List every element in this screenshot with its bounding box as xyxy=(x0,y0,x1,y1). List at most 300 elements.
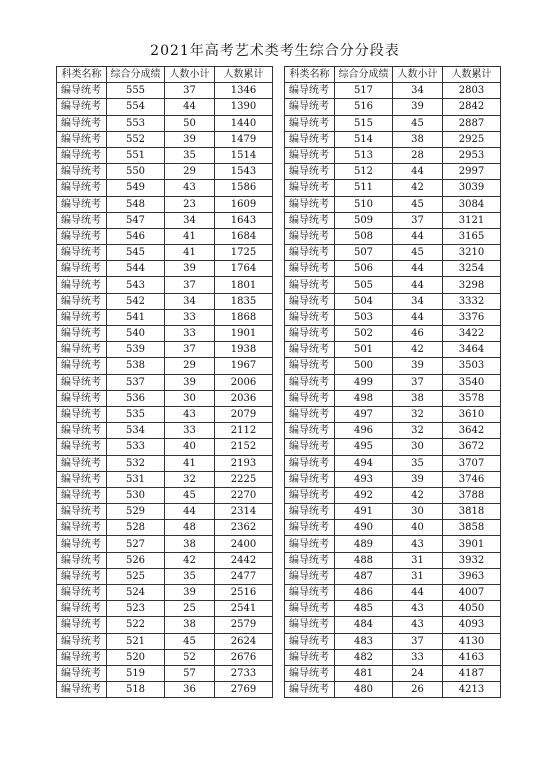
cell-score: 523 xyxy=(107,601,165,617)
header-category: 科类名称 xyxy=(285,67,335,83)
cell-score: 529 xyxy=(107,504,165,520)
cell-category: 编导统考 xyxy=(57,504,107,520)
table-row xyxy=(285,649,501,665)
cell-cumulative: 1901 xyxy=(215,326,273,342)
cell-cumulative: 3503 xyxy=(443,358,501,374)
cell-score: 516 xyxy=(335,99,393,115)
cell-cumulative: 4130 xyxy=(443,633,501,649)
cell-cumulative: 2516 xyxy=(215,585,273,601)
cell-count: 38 xyxy=(165,536,215,552)
cell-count: 34 xyxy=(393,293,443,309)
cell-score: 508 xyxy=(335,228,393,244)
cell-score: 488 xyxy=(335,552,393,568)
cell-category: 编导统考 xyxy=(285,520,335,536)
cell-category: 编导统考 xyxy=(57,228,107,244)
table-row xyxy=(57,439,273,455)
cell-category: 编导统考 xyxy=(57,423,107,439)
cell-cumulative: 1543 xyxy=(215,164,273,180)
header-cumulative: 人数累计 xyxy=(215,67,273,83)
cell-count: 44 xyxy=(393,585,443,601)
cell-score: 485 xyxy=(335,601,393,617)
cell-score: 544 xyxy=(107,261,165,277)
header-category: 科类名称 xyxy=(57,67,107,83)
cell-score: 495 xyxy=(335,439,393,455)
cell-category: 编导统考 xyxy=(285,131,335,147)
cell-score: 486 xyxy=(335,585,393,601)
cell-category: 编导统考 xyxy=(57,585,107,601)
cell-cumulative: 1868 xyxy=(215,309,273,325)
cell-category: 编导统考 xyxy=(285,245,335,261)
cell-score: 522 xyxy=(107,617,165,633)
cell-count: 44 xyxy=(393,309,443,325)
cell-count: 30 xyxy=(393,439,443,455)
cell-score: 511 xyxy=(335,180,393,196)
cell-score: 491 xyxy=(335,504,393,520)
table-row xyxy=(285,520,501,536)
table-row xyxy=(285,487,501,503)
cell-cumulative: 2579 xyxy=(215,617,273,633)
header-score: 综合分成绩 xyxy=(107,67,165,83)
cell-score: 517 xyxy=(335,83,393,99)
table-row xyxy=(285,261,501,277)
cell-category: 编导统考 xyxy=(285,277,335,293)
cell-score: 506 xyxy=(335,261,393,277)
cell-cumulative: 3932 xyxy=(443,552,501,568)
table-row xyxy=(285,423,501,439)
cell-score: 518 xyxy=(107,682,165,698)
cell-cumulative: 3858 xyxy=(443,520,501,536)
cell-category: 编导统考 xyxy=(285,552,335,568)
table-row xyxy=(57,665,273,681)
cell-cumulative: 2803 xyxy=(443,83,501,99)
cell-count: 37 xyxy=(393,212,443,228)
cell-cumulative: 4213 xyxy=(443,682,501,698)
table-row xyxy=(57,164,273,180)
table-row xyxy=(285,585,501,601)
cell-category: 编导统考 xyxy=(57,147,107,163)
cell-count: 52 xyxy=(165,649,215,665)
cell-count: 48 xyxy=(165,520,215,536)
table-row xyxy=(285,552,501,568)
header-count: 人数小计 xyxy=(165,67,215,83)
cell-category: 编导统考 xyxy=(57,665,107,681)
score-table-left xyxy=(56,66,273,698)
cell-score: 540 xyxy=(107,326,165,342)
cell-count: 36 xyxy=(165,682,215,698)
cell-cumulative: 2225 xyxy=(215,471,273,487)
cell-cumulative: 2314 xyxy=(215,504,273,520)
cell-count: 44 xyxy=(393,277,443,293)
cell-cumulative: 3332 xyxy=(443,293,501,309)
cell-cumulative: 2079 xyxy=(215,406,273,422)
cell-category: 编导统考 xyxy=(57,649,107,665)
cell-cumulative: 2270 xyxy=(215,487,273,503)
cell-count: 37 xyxy=(393,374,443,390)
cell-count: 42 xyxy=(393,487,443,503)
cell-count: 44 xyxy=(393,261,443,277)
cell-category: 编导统考 xyxy=(285,455,335,471)
table-row xyxy=(285,83,501,99)
cell-cumulative: 3210 xyxy=(443,245,501,261)
cell-score: 531 xyxy=(107,471,165,487)
table-row xyxy=(57,520,273,536)
cell-cumulative: 3165 xyxy=(443,228,501,244)
cell-cumulative: 2953 xyxy=(443,147,501,163)
cell-cumulative: 1643 xyxy=(215,212,273,228)
table-row xyxy=(57,358,273,374)
cell-score: 480 xyxy=(335,682,393,698)
cell-cumulative: 3464 xyxy=(443,342,501,358)
table-row xyxy=(57,277,273,293)
cell-count: 26 xyxy=(393,682,443,698)
table-header-row xyxy=(285,67,501,83)
cell-category: 编导统考 xyxy=(57,358,107,374)
table-row xyxy=(57,293,273,309)
table-row xyxy=(285,536,501,552)
table-row xyxy=(285,374,501,390)
table-row xyxy=(57,326,273,342)
cell-count: 30 xyxy=(165,390,215,406)
cell-count: 34 xyxy=(165,212,215,228)
cell-cumulative: 3298 xyxy=(443,277,501,293)
table-row xyxy=(285,326,501,342)
cell-cumulative: 4187 xyxy=(443,665,501,681)
cell-cumulative: 2769 xyxy=(215,682,273,698)
cell-count: 28 xyxy=(393,147,443,163)
header-score: 综合分成绩 xyxy=(335,67,393,83)
cell-count: 31 xyxy=(393,552,443,568)
cell-category: 编导统考 xyxy=(57,196,107,212)
cell-category: 编导统考 xyxy=(285,617,335,633)
cell-score: 490 xyxy=(335,520,393,536)
cell-score: 525 xyxy=(107,568,165,584)
cell-count: 44 xyxy=(165,99,215,115)
table-row xyxy=(57,245,273,261)
cell-count: 43 xyxy=(393,536,443,552)
cell-count: 33 xyxy=(165,326,215,342)
cell-count: 44 xyxy=(393,228,443,244)
table-row xyxy=(57,261,273,277)
cell-category: 编导统考 xyxy=(285,212,335,228)
cell-category: 编导统考 xyxy=(57,406,107,422)
cell-score: 503 xyxy=(335,309,393,325)
cell-score: 528 xyxy=(107,520,165,536)
cell-count: 44 xyxy=(393,164,443,180)
cell-count: 40 xyxy=(165,439,215,455)
cell-count: 41 xyxy=(165,245,215,261)
cell-cumulative: 1725 xyxy=(215,245,273,261)
table-row xyxy=(285,568,501,584)
table-row xyxy=(57,552,273,568)
cell-category: 编导统考 xyxy=(57,633,107,649)
cell-category: 编导统考 xyxy=(285,164,335,180)
cell-cumulative: 3376 xyxy=(443,309,501,325)
cell-cumulative: 1440 xyxy=(215,115,273,131)
cell-category: 编导统考 xyxy=(285,358,335,374)
cell-cumulative: 3254 xyxy=(443,261,501,277)
cell-cumulative: 3578 xyxy=(443,390,501,406)
table-row xyxy=(57,585,273,601)
cell-category: 编导统考 xyxy=(285,471,335,487)
cell-score: 493 xyxy=(335,471,393,487)
table-row xyxy=(285,164,501,180)
cell-count: 38 xyxy=(165,617,215,633)
cell-cumulative: 4093 xyxy=(443,617,501,633)
cell-score: 494 xyxy=(335,455,393,471)
table-row xyxy=(57,342,273,358)
table-row xyxy=(285,147,501,163)
cell-cumulative: 1938 xyxy=(215,342,273,358)
cell-count: 42 xyxy=(165,552,215,568)
cell-category: 编导统考 xyxy=(285,147,335,163)
cell-cumulative: 3672 xyxy=(443,439,501,455)
cell-count: 30 xyxy=(393,504,443,520)
cell-count: 37 xyxy=(165,277,215,293)
table-row xyxy=(285,245,501,261)
cell-category: 编导统考 xyxy=(57,568,107,584)
cell-count: 35 xyxy=(165,568,215,584)
cell-cumulative: 3540 xyxy=(443,374,501,390)
cell-score: 545 xyxy=(107,245,165,261)
cell-score: 483 xyxy=(335,633,393,649)
cell-score: 505 xyxy=(335,277,393,293)
cell-category: 编导统考 xyxy=(57,390,107,406)
cell-cumulative: 2112 xyxy=(215,423,273,439)
table-row xyxy=(285,342,501,358)
cell-count: 29 xyxy=(165,358,215,374)
cell-cumulative: 1609 xyxy=(215,196,273,212)
cell-score: 514 xyxy=(335,131,393,147)
cell-score: 521 xyxy=(107,633,165,649)
cell-score: 543 xyxy=(107,277,165,293)
cell-score: 552 xyxy=(107,131,165,147)
cell-category: 编导统考 xyxy=(57,180,107,196)
cell-count: 41 xyxy=(165,455,215,471)
cell-cumulative: 1835 xyxy=(215,293,273,309)
cell-score: 484 xyxy=(335,617,393,633)
cell-category: 编导统考 xyxy=(285,309,335,325)
cell-count: 25 xyxy=(165,601,215,617)
cell-category: 编导统考 xyxy=(57,309,107,325)
table-row xyxy=(57,83,273,99)
cell-count: 32 xyxy=(165,471,215,487)
table-row xyxy=(57,212,273,228)
cell-cumulative: 3963 xyxy=(443,568,501,584)
cell-category: 编导统考 xyxy=(57,164,107,180)
cell-category: 编导统考 xyxy=(285,83,335,99)
cell-score: 498 xyxy=(335,390,393,406)
cell-cumulative: 2036 xyxy=(215,390,273,406)
table-row xyxy=(285,633,501,649)
table-row xyxy=(57,115,273,131)
cell-cumulative: 4050 xyxy=(443,601,501,617)
cell-cumulative: 3642 xyxy=(443,423,501,439)
cell-score: 535 xyxy=(107,406,165,422)
table-row xyxy=(57,99,273,115)
cell-category: 编导统考 xyxy=(57,471,107,487)
cell-category: 编导统考 xyxy=(57,83,107,99)
table-header-row xyxy=(57,67,273,83)
table-row xyxy=(285,406,501,422)
cell-category: 编导统考 xyxy=(285,423,335,439)
cell-category: 编导统考 xyxy=(285,665,335,681)
cell-cumulative: 2887 xyxy=(443,115,501,131)
cell-category: 编导统考 xyxy=(57,131,107,147)
cell-category: 编导统考 xyxy=(57,455,107,471)
cell-cumulative: 1764 xyxy=(215,261,273,277)
cell-category: 编导统考 xyxy=(285,293,335,309)
cell-category: 编导统考 xyxy=(285,342,335,358)
header-count: 人数小计 xyxy=(393,67,443,83)
cell-cumulative: 2997 xyxy=(443,164,501,180)
cell-category: 编导统考 xyxy=(57,439,107,455)
cell-count: 39 xyxy=(393,358,443,374)
cell-category: 编导统考 xyxy=(57,212,107,228)
cell-score: 526 xyxy=(107,552,165,568)
cell-count: 33 xyxy=(393,649,443,665)
cell-category: 编导统考 xyxy=(285,406,335,422)
cell-category: 编导统考 xyxy=(285,649,335,665)
score-table-right xyxy=(284,66,501,698)
table-row xyxy=(285,390,501,406)
cell-category: 编导统考 xyxy=(57,552,107,568)
table-row xyxy=(285,180,501,196)
cell-score: 504 xyxy=(335,293,393,309)
cell-cumulative: 1479 xyxy=(215,131,273,147)
table-row xyxy=(285,277,501,293)
cell-cumulative: 1390 xyxy=(215,99,273,115)
cell-count: 32 xyxy=(393,423,443,439)
cell-score: 546 xyxy=(107,228,165,244)
cell-score: 499 xyxy=(335,374,393,390)
cell-count: 45 xyxy=(393,115,443,131)
table-row xyxy=(57,374,273,390)
cell-count: 57 xyxy=(165,665,215,681)
cell-score: 489 xyxy=(335,536,393,552)
cell-count: 33 xyxy=(165,423,215,439)
cell-score: 502 xyxy=(335,326,393,342)
table-row xyxy=(285,617,501,633)
cell-count: 42 xyxy=(393,180,443,196)
table-row xyxy=(285,131,501,147)
cell-category: 编导统考 xyxy=(285,374,335,390)
table-row xyxy=(285,115,501,131)
cell-category: 编导统考 xyxy=(285,228,335,244)
cell-category: 编导统考 xyxy=(57,601,107,617)
page-title: 2021年高考艺术类考生综合分分段表 xyxy=(150,43,400,59)
cell-category: 编导统考 xyxy=(285,439,335,455)
cell-count: 39 xyxy=(165,131,215,147)
cell-count: 35 xyxy=(165,147,215,163)
cell-category: 编导统考 xyxy=(285,196,335,212)
cell-category: 编导统考 xyxy=(285,504,335,520)
table-row xyxy=(57,568,273,584)
cell-category: 编导统考 xyxy=(285,261,335,277)
cell-score: 487 xyxy=(335,568,393,584)
cell-cumulative: 3901 xyxy=(443,536,501,552)
cell-category: 编导统考 xyxy=(57,617,107,633)
cell-category: 编导统考 xyxy=(57,536,107,552)
cell-count: 39 xyxy=(165,374,215,390)
cell-cumulative: 2006 xyxy=(215,374,273,390)
cell-score: 551 xyxy=(107,147,165,163)
cell-score: 496 xyxy=(335,423,393,439)
cell-cumulative: 3039 xyxy=(443,180,501,196)
cell-cumulative: 1586 xyxy=(215,180,273,196)
cell-category: 编导统考 xyxy=(285,326,335,342)
cell-cumulative: 1801 xyxy=(215,277,273,293)
cell-score: 534 xyxy=(107,423,165,439)
table-row xyxy=(57,131,273,147)
cell-category: 编导统考 xyxy=(57,115,107,131)
cell-cumulative: 2925 xyxy=(443,131,501,147)
table-row xyxy=(285,504,501,520)
cell-score: 515 xyxy=(335,115,393,131)
table-row xyxy=(285,293,501,309)
cell-count: 38 xyxy=(393,390,443,406)
cell-count: 43 xyxy=(165,406,215,422)
cell-cumulative: 3707 xyxy=(443,455,501,471)
cell-cumulative: 3422 xyxy=(443,326,501,342)
cell-score: 537 xyxy=(107,374,165,390)
cell-score: 527 xyxy=(107,536,165,552)
cell-count: 45 xyxy=(393,245,443,261)
cell-category: 编导统考 xyxy=(57,682,107,698)
cell-category: 编导统考 xyxy=(285,601,335,617)
cell-category: 编导统考 xyxy=(285,536,335,552)
cell-score: 553 xyxy=(107,115,165,131)
table-row xyxy=(57,455,273,471)
cell-count: 29 xyxy=(165,164,215,180)
cell-count: 37 xyxy=(165,83,215,99)
cell-cumulative: 2676 xyxy=(215,649,273,665)
table-row xyxy=(57,649,273,665)
cell-cumulative: 1967 xyxy=(215,358,273,374)
cell-count: 40 xyxy=(393,520,443,536)
cell-category: 编导统考 xyxy=(285,682,335,698)
cell-cumulative: 3610 xyxy=(443,406,501,422)
cell-cumulative: 3121 xyxy=(443,212,501,228)
table-row xyxy=(57,423,273,439)
cell-category: 编导统考 xyxy=(57,374,107,390)
cell-score: 536 xyxy=(107,390,165,406)
table-row xyxy=(57,633,273,649)
cell-score: 482 xyxy=(335,649,393,665)
cell-count: 46 xyxy=(393,326,443,342)
cell-category: 编导统考 xyxy=(57,342,107,358)
cell-count: 39 xyxy=(165,585,215,601)
header-cumulative: 人数累计 xyxy=(443,67,501,83)
cell-cumulative: 2842 xyxy=(443,99,501,115)
table-row xyxy=(285,455,501,471)
cell-cumulative: 3084 xyxy=(443,196,501,212)
cell-cumulative: 2362 xyxy=(215,520,273,536)
cell-score: 507 xyxy=(335,245,393,261)
cell-count: 34 xyxy=(393,83,443,99)
cell-count: 38 xyxy=(393,131,443,147)
cell-cumulative: 3818 xyxy=(443,504,501,520)
cell-cumulative: 4163 xyxy=(443,649,501,665)
table-row xyxy=(285,309,501,325)
table-row xyxy=(57,390,273,406)
cell-count: 45 xyxy=(165,633,215,649)
table-row xyxy=(57,617,273,633)
cell-cumulative: 2193 xyxy=(215,455,273,471)
table-row xyxy=(285,358,501,374)
cell-category: 编导统考 xyxy=(285,633,335,649)
cell-cumulative: 3746 xyxy=(443,471,501,487)
table-row xyxy=(57,471,273,487)
